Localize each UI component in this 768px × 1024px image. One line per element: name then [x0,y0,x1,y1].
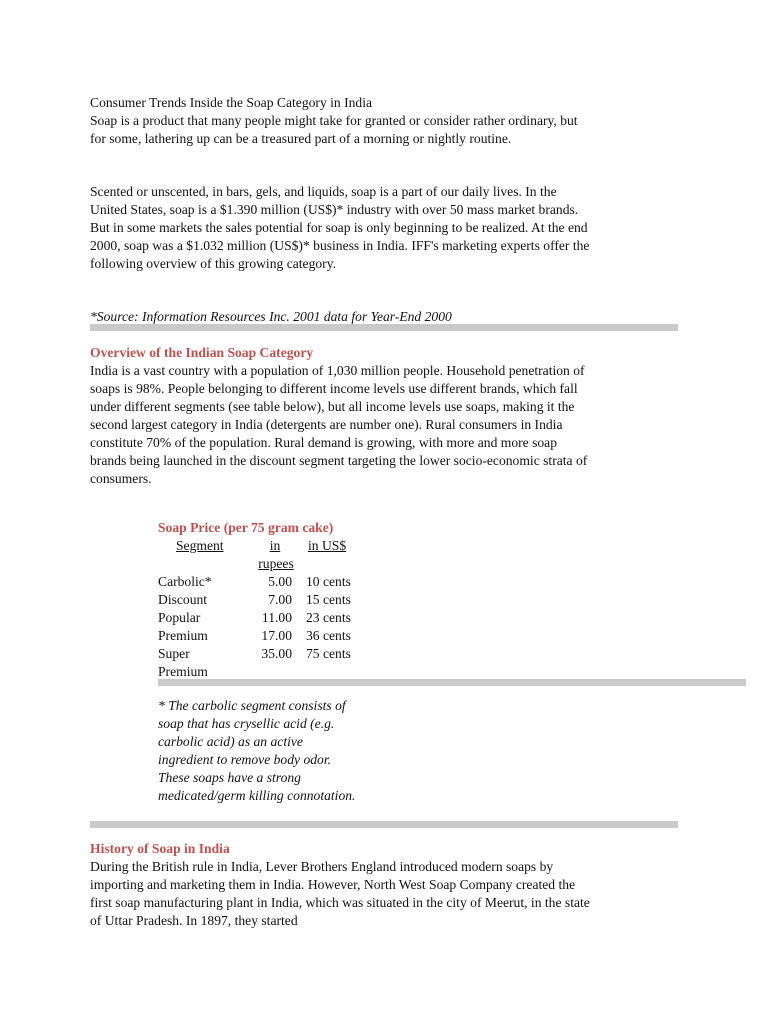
history-body: During the British rule in India, Lever Brothers England introduced modern soaps by importing and marketing them in India. However, North West Soap Company created the first soap manufacturing plant in India, which was situated in the city of Meerut, in the state of Uttar Pradesh. In 1897, they started [90,859,590,928]
source-note: *Source: Information Resources Inc. 2001 data for Year-End 2000 [90,309,452,324]
cell-usd: 23 cents [306,610,351,625]
cell-segment: Popular [158,610,201,625]
table-row [158,645,368,663]
table-row [158,591,368,609]
history-heading: History of Soap in India [90,841,230,856]
table-row [158,627,368,645]
price-table [158,519,368,681]
table-row [158,573,368,591]
cell-rupees: 17.00 [261,628,292,643]
intro-section [90,94,590,148]
table-divider [158,679,746,686]
market-paragraph: Scented or unscented, in bars, gels, and liquids, soap is a part of our daily lives. In the United States, soap is a $1.390 million (US$)* industry with over 50 mass market brands. But in some markets the sales potential for soap is only beginning to be realized. At the end 2000, soap was a $1.032 million (US$)* business in India. IFF's marketing experts offer the following overview of this growing category. [90,184,590,271]
cell-rupees: 11.00 [261,610,292,625]
cell-segment: Carbolic* [158,574,212,589]
overview-body: India is a vast country with a population of 1,030 million people. Household penetration of soaps is 98%. People belonging to different income levels use different brands, which fall under different segments (see table below), but all income levels use soaps, making it the second largest category in India (detergents are number one). Rural consumers in India constitute 70% of the population. Rural demand is growing, with more and more soap brands being launched in the discount segment targeting the lower socio-economic strata of consumers. [90,363,588,486]
cell-segment: Super [158,646,190,661]
col-header-rupees: in [269,538,281,553]
table-footnote: * The carbolic segment consists of soap that has crysellic acid (e.g. carbolic acid) as an active ingredient to remove body odor. These soaps have a strong medicated/germ killing connotation. [158,698,356,803]
table-row [158,609,368,627]
cell-rupees: 35.00 [261,646,292,661]
cell-segment: Discount [158,592,208,607]
col-header-usd: in US$ [308,538,347,553]
section-divider [90,324,678,331]
cell-usd: 15 cents [306,592,351,607]
col-header-segment: Segment [176,538,224,553]
page-title: Consumer Trends Inside the Soap Category in India [90,95,373,110]
cell-segment-cont: Premium [158,664,208,679]
table-header-row [158,537,368,555]
overview-section [90,344,590,488]
cell-segment: Premium [158,628,208,643]
cell-rupees: 5.00 [268,574,292,589]
intro-paragraph: Soap is a product that many people might take for granted or consider rather ordinary, but for some, lathering up can be a treasured part of a morning or nightly routine. [90,113,578,146]
cell-usd: 75 cents [306,646,351,661]
history-section [90,840,590,930]
table-header-row-cont [158,555,368,573]
market-paragraph-section [90,183,590,273]
section-divider [90,821,678,828]
cell-rupees: 7.00 [268,592,292,607]
cell-usd: 10 cents [306,574,351,589]
overview-heading: Overview of the Indian Soap Category [90,345,314,360]
col-header-rupees-cont: rupees [258,556,294,571]
table-title: Soap Price (per 75 gram cake) [158,520,334,535]
cell-usd: 36 cents [306,628,351,643]
